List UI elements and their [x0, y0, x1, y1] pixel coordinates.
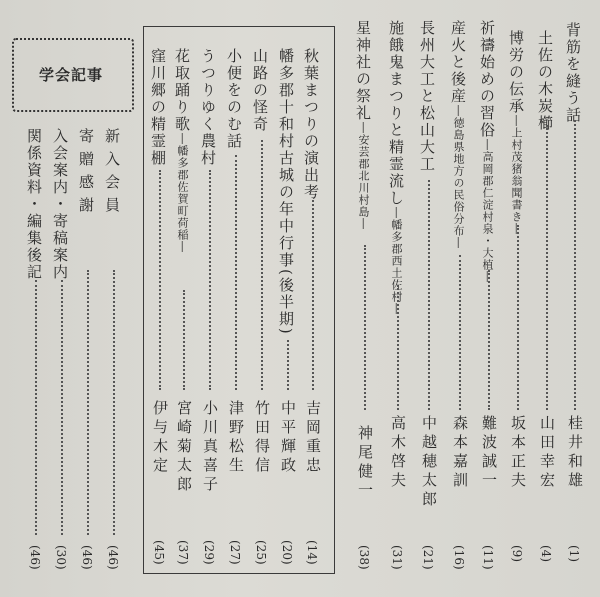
toc-entry-page: (20)	[280, 540, 294, 565]
section-header-title: 学会記事	[38, 66, 103, 84]
toc-entry-page: (27)	[228, 540, 242, 565]
toc-entry-page: (4)	[539, 545, 553, 562]
toc-entry-author: 吉岡重忠	[304, 400, 322, 476]
toc-entry-title: 長州大工と松山大工	[418, 20, 436, 173]
toc-entry-title: 博労の伝承―上村茂猪翁聞書き―	[507, 30, 525, 235]
toc-entry-title: 星神社の祭礼―安芸郡北川村島―	[354, 20, 372, 230]
toc-entry-title: 関係資料・編集後記	[25, 128, 43, 281]
leader-dots	[261, 140, 263, 390]
toc-entry-title: 窪川郷の精霊棚	[149, 48, 167, 167]
toc-entry-author: 宮崎菊太郎	[175, 400, 193, 495]
leader-dots	[87, 270, 89, 535]
toc-entry-page: (46)	[80, 545, 94, 570]
leader-dots	[61, 280, 63, 535]
leader-dots	[428, 180, 430, 410]
leader-dots	[113, 270, 115, 535]
toc-entry-title: 山路の怪奇	[251, 48, 269, 133]
leader-dots	[397, 285, 399, 410]
leader-dots	[209, 170, 211, 390]
toc-entry-author: 坂本正夫	[509, 415, 527, 491]
toc-entry-page: (46)	[106, 545, 120, 570]
toc-entry-page: (9)	[510, 545, 524, 562]
toc-entry-page: (45)	[152, 540, 166, 565]
toc-entry-author: 津野松生	[227, 400, 245, 476]
toc-entry-title: 幡多郡十和村古城の年中行事(後半期)	[277, 48, 295, 336]
toc-entry-title: うつりゆく農村	[199, 48, 217, 167]
section-header-badge	[12, 38, 132, 110]
leader-dots	[546, 125, 548, 410]
toc-entry-title: 寄贈感謝	[77, 128, 95, 220]
toc-entry-page: (14)	[305, 540, 319, 565]
toc-entry-title: 祈禱始めの習俗―高岡郡仁淀村泉・大植―	[478, 20, 496, 283]
toc-entry-title: 背筋を縫う話	[564, 22, 582, 124]
toc-entry-author: 桂井和雄	[566, 415, 584, 491]
toc-entry-author: 伊与木定	[151, 400, 169, 476]
toc-entry-page: (30)	[54, 545, 68, 570]
toc-entry-title: 入会案内・寄稿案内	[51, 128, 69, 281]
toc-entry-page: (31)	[390, 545, 404, 570]
leader-dots	[287, 340, 289, 390]
toc-entry-author: 山田幸宏	[538, 415, 556, 491]
toc-entry-page: (46)	[28, 545, 42, 570]
toc-entry-page: (37)	[176, 540, 190, 565]
leader-dots	[488, 270, 490, 410]
toc-entry-author: 森本嘉訓	[451, 415, 469, 491]
toc-entry-author: 神尾健一	[356, 425, 374, 501]
toc-entry-author: 中越穂太郎	[420, 415, 438, 510]
leader-dots	[574, 120, 576, 410]
toc-entry-title: 秋葉まつりの演出考	[302, 48, 320, 201]
toc-entry-page: (25)	[254, 540, 268, 565]
leader-dots	[183, 290, 185, 390]
leader-dots	[235, 155, 237, 390]
leader-dots	[35, 280, 37, 535]
toc-entry-title: 産火と後産―徳島県地方の民俗分布―	[449, 20, 467, 249]
leader-dots	[517, 225, 519, 410]
toc-entry-title: 花取踊り歌―幡多郡佐賀町荷稲―	[173, 48, 191, 253]
toc-entry-page: (38)	[357, 545, 371, 570]
leader-dots	[159, 170, 161, 390]
toc-entry-page: (21)	[421, 545, 435, 570]
toc-entry-page: (11)	[481, 545, 495, 570]
toc-entry-author: 難波誠一	[480, 415, 498, 491]
toc-entry-author: 中平輝政	[279, 400, 297, 476]
toc-entry-author: 高木啓夫	[389, 415, 407, 491]
toc-entry-page: (29)	[202, 540, 216, 565]
toc-entry-title: 小便をのむ話	[225, 48, 243, 150]
toc-entry-title: 新入会員	[103, 128, 121, 220]
toc-entry-title: 土佐の木炭櫛	[536, 30, 554, 132]
toc-entry-page: (1)	[567, 545, 581, 562]
toc-entry-title: 施餓鬼まつりと精霊流し―幡多郡西土佐村―	[387, 20, 405, 315]
leader-dots	[312, 200, 314, 390]
leader-dots	[459, 255, 461, 410]
toc-entry-page: (16)	[452, 545, 466, 570]
toc-entry-author: 竹田得信	[253, 400, 271, 476]
toc-entry-author: 小川真喜子	[201, 400, 219, 495]
leader-dots	[364, 245, 366, 410]
